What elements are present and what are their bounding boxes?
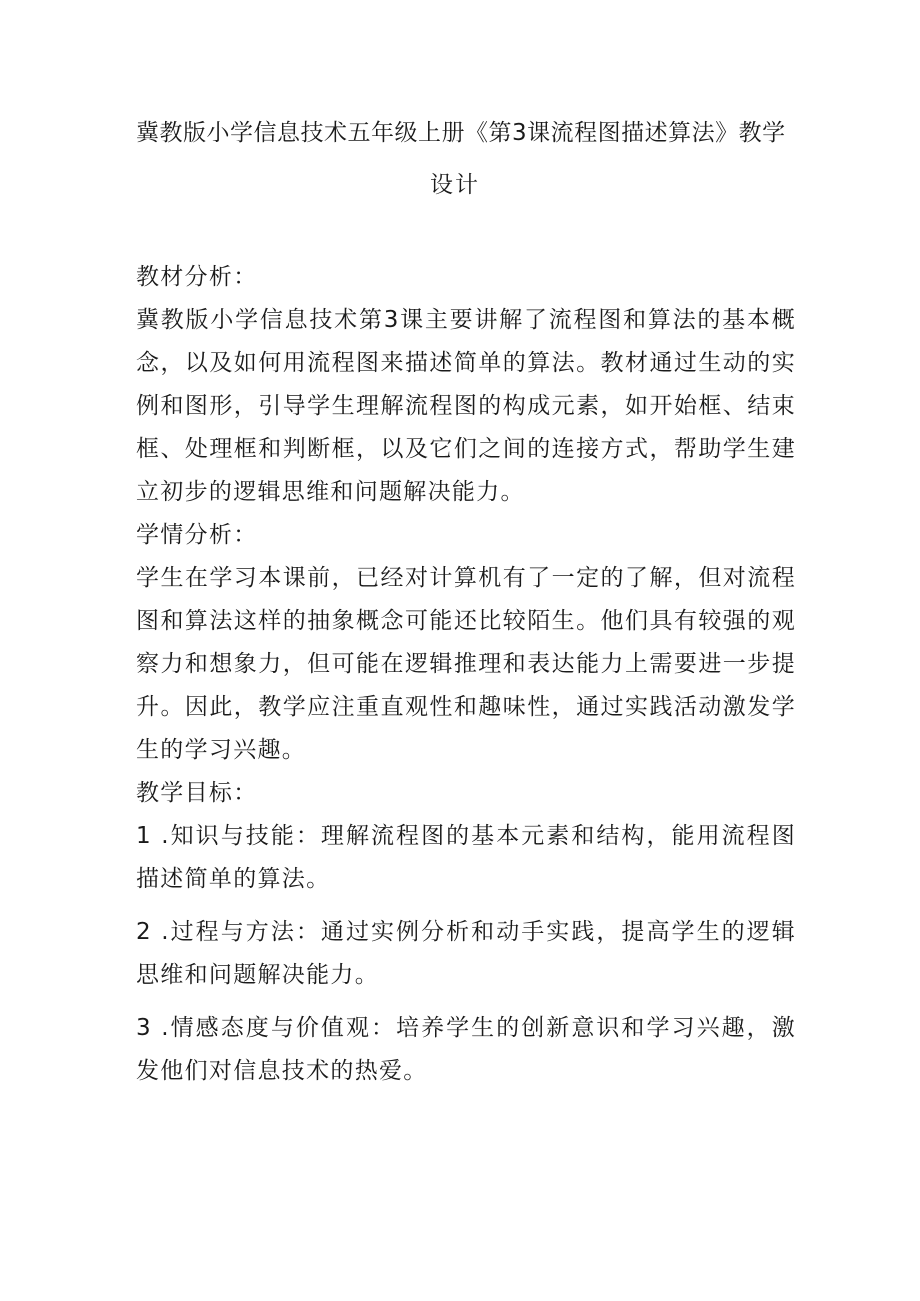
objective-item: 3 .情感态度与价值观：培养学生的创新意识和学习兴趣，激发他们对信息技术的热爱。 bbox=[136, 1015, 796, 1084]
section-heading: 教材分析： bbox=[136, 264, 258, 290]
section-student-analysis bbox=[136, 514, 796, 772]
document-title-line-1: 冀教版小学信息技术五年级上册《第3课流程图描述算法》教学 bbox=[136, 120, 786, 146]
section-heading: 教学目标： bbox=[136, 780, 258, 806]
section-heading: 学情分析： bbox=[136, 522, 258, 548]
section-paragraph: 冀教版小学信息技术第3课主要讲解了流程图和算法的基本概念，以及如何用流程图来描述简单的算法。教材通过生动的实例和图形，引导学生理解流程图的构成元素，如开始框、结束框、处理框和判断框，以及它们之间的连接方式，帮助学生建立初步的逻辑思维和问题解决能力。 bbox=[136, 307, 796, 505]
section-teaching-objectives bbox=[136, 772, 796, 1093]
objective-item: 1 .知识与技能：理解流程图的基本元素和结构，能用流程图描述简单的算法。 bbox=[136, 823, 796, 892]
section-paragraph: 学生在学习本课前，已经对计算机有了一定的了解，但对流程图和算法这样的抽象概念可能还比较陌生。他们具有较强的观察力和想象力，但可能在逻辑推理和表达能力上需要进一步提升。因此，教学应注重直观性和趣味性，通过实践活动激发学生的学习兴趣。 bbox=[136, 565, 796, 763]
section-textbook-analysis bbox=[136, 256, 796, 514]
objective-item: 2 .过程与方法：通过实例分析和动手实践，提高学生的逻辑思维和问题解决能力。 bbox=[136, 919, 796, 988]
document-title-line-2: 设计 bbox=[430, 172, 480, 198]
document-body bbox=[136, 256, 796, 1093]
